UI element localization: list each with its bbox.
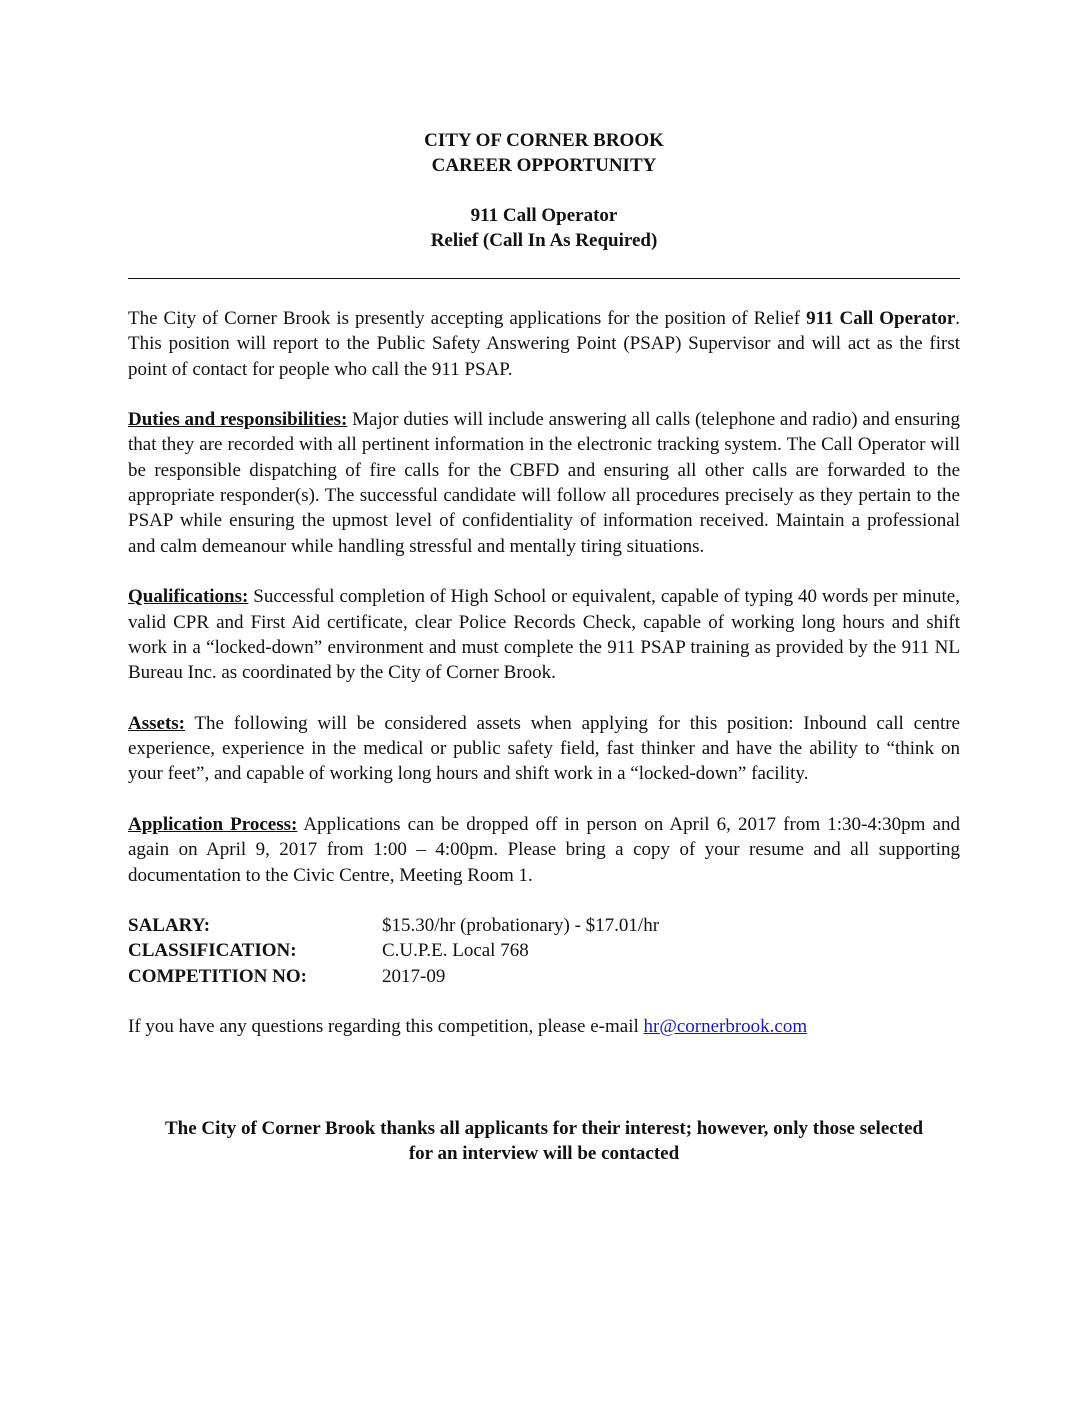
salary-value: $15.30/hr (probationary) - $17.01/hr (382, 915, 660, 937)
assets-paragraph (128, 711, 960, 787)
closing-line-2: for an interview will be contacted (408, 1143, 680, 1165)
qualifications-paragraph (128, 584, 960, 685)
competition-number-value: 2017-09 (382, 965, 446, 987)
position-details-table (128, 913, 659, 989)
qualifications-text: Successful completion of High School or equivalent, capable of typing 40 words per minute, valid CPR and First Aid certificate, clear Police Records Check, capable of working long hours and shift work in a “locked-down” environment and must complete the 911 PSAP training as provided by the 911 NL Bureau Inc. as coordinated by the City of Corner Brook. (128, 586, 960, 684)
assets-text: The following will be considered assets when applying for this position: Inbound call centre experience, experience in the medical or public safety field, fast thinker and have the ability to “think on your feet”, and capable of working long hours and shift work in a “locked-down” facility. (128, 712, 960, 785)
closing-line-1: The City of Corner Brook thanks all applicants for their interest; however, only those selected (164, 1118, 924, 1139)
salary-label: SALARY: (128, 915, 211, 937)
posting-header (128, 128, 960, 253)
details-row-classification (128, 938, 659, 963)
header-divider (128, 278, 960, 279)
posting-body (128, 306, 960, 1065)
contact-email-link[interactable]: hr@cornerbrook.com (643, 1016, 808, 1038)
intro-text-after: . This position will report to the Public Safety Answering Point (PSAP) Supervisor and will act as the first point of contact for people who call the 911 PSAP. (128, 308, 961, 380)
city-name-heading: CITY OF CORNER BROOK (424, 130, 664, 151)
application-text: Applications can be dropped off in person on April 6, 2017 from 1:30-4:30pm and again on April 9, 2017 from 1:00 – 4:00pm. Please bring a copy of your resume and all supporting documentation to the Civic Centre, Meeting Room 1. (128, 813, 960, 886)
application-paragraph (128, 812, 960, 888)
competition-number-label: COMPETITION NO: (128, 965, 307, 987)
position-title: 911 Call Operator (470, 205, 618, 226)
header-spacer (128, 178, 960, 203)
duties-text: Major duties will include answering all calls (telephone and radio) and ensuring that they are recorded with all pertinent information in the electronic tracking system. The Call Operator will be responsible dispatching of fire calls for the CBFD and ensuring all other calls are forwarded to the appropriate responder(s). The successful candidate will follow all procedures precisely as they pertain to the PSAP while ensuring the upmost level of confidentiality of information received. Maintain a professional and calm demeanour while handling stressful and mentally tiring situations. (128, 409, 960, 557)
assets-label: Assets: (128, 712, 185, 734)
intro-position-bold: 911 Call Operator (806, 308, 956, 329)
duties-paragraph (128, 407, 960, 559)
contact-text: If you have any questions regarding this competition, please e-mail (128, 1016, 644, 1038)
classification-value: C.U.P.E. Local 768 (382, 940, 529, 962)
qualifications-label: Qualifications: (128, 586, 249, 608)
classification-label: CLASSIFICATION: (128, 940, 297, 962)
application-label: Application Process: (128, 813, 298, 835)
details-row-competition (128, 964, 659, 989)
closing-note (128, 1116, 960, 1167)
details-row-salary (128, 913, 659, 938)
contact-paragraph (128, 1014, 960, 1039)
duties-label: Duties and responsibilities: (128, 409, 348, 431)
position-subtitle: Relief (Call In As Required) (430, 230, 658, 251)
intro-paragraph (128, 306, 960, 382)
intro-text-before: The City of Corner Brook is presently accepting applications for the position of Relief (128, 308, 807, 329)
career-opportunity-heading: CAREER OPPORTUNITY (431, 155, 657, 176)
